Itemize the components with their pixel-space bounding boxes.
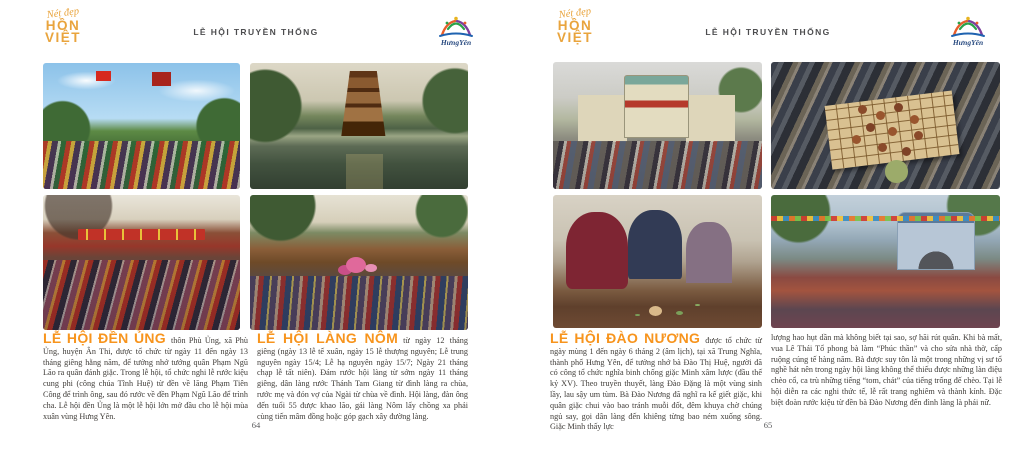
section-body-dao-nuong: được tổ chức từ ngày mùng 1 đến ngày 6 tháng 2 (âm lịch), tại xã Trung Nghĩa, thành phố Hưng Yên, để tưởng nhớ bà Đào Thị Huệ, người đã có công tổ chức nghĩa binh chống giặc Minh xâm lược (đầu thế kỷ XV). Theo truyền thuyết, làng Đào Đặng là một vùng sinh lầy, lau sậy um tùm. Bà Đào Nương đã nghĩ ra kế giết giặc, khi quân giặc chui vào bao tránh muỗi đốt, đêm khuya chờ chúng ngủ say, gọi dân làng đến khiêng từng bao ném xuống sông. Giặc Minh thấy lực xyxy=(550,336,762,432)
page-number-65: 65 xyxy=(763,420,773,430)
brand-tagline: Nét đẹp xyxy=(46,6,80,21)
column-dao-nuong xyxy=(550,330,762,433)
hung-yen-mark-icon xyxy=(948,15,988,39)
brand-word-hon: HỒN xyxy=(45,18,81,33)
photo-pagoda-pond xyxy=(250,63,468,189)
hung-yen-logo xyxy=(944,15,992,47)
photo-den-ung-flags xyxy=(43,63,240,189)
section-heading-dao-nuong: LỄ HỘI ĐÀO NƯƠNG xyxy=(550,330,701,346)
photo-giant-chess xyxy=(771,62,1000,189)
section-heading-den-ung: LỄ HỘI ĐỀN ỦNG xyxy=(43,330,166,346)
column-den-ung xyxy=(43,330,248,422)
brand-word-hon: HỒN xyxy=(557,18,593,33)
section-body-lang-nom: từ ngày 12 tháng giêng (ngày 13 lễ tế xuân, ngày 15 lễ thượng nguyên; Lễ trung nguyên ngày 15/4; Lễ hạ nguyên ngày 15/7; Ngày 21 tháng chạp lễ tất niên). Đám rước hội làng từ sớm ngày 11 tháng giêng, dân làng rước Thánh Tam Giang từ đình làng ra chùa, rước mẹ và đón vợ của Ngài từ chùa về đình. Hội làng, đàn ông đến tuổi 55 được khao lão, gái làng Nôm lấy chồng xa phải cùng tiến mâm đồng hoặc góp gạch xây đường làng. xyxy=(257,336,468,421)
running-header: LỄ HỘI TRUYỀN THỐNG xyxy=(705,27,831,37)
hung-yen-mark-icon xyxy=(436,15,476,39)
photo-betel-women xyxy=(553,195,762,328)
hung-yen-wordmark: HưngYên xyxy=(952,38,984,47)
page-65 xyxy=(512,0,1024,456)
running-header: LỄ HỘI TRUYỀN THỐNG xyxy=(193,27,319,37)
photo-palanquin-gate xyxy=(771,195,1000,328)
hung-yen-wordmark: HưngYên xyxy=(440,38,472,47)
brand-word-viet: VIỆT xyxy=(556,30,593,45)
section-body-dao-nuong-continued: lượng hao hụt dần mà không biết tại sao, sợ hãi rút quân. Khi bà mất, vua Lê Thái Tổ phong bà làm “Phúc thần” và cho sửa nhà thờ, cấp ruộng cúng tế hàng năm. Bà được suy tôn là một trong những vị sư tổ nghề hát nên trong ngày hội làng không thể thiếu được những làn điệu chèo cổ, ca trù những tiếng “tom, chát” của tiếng trống đế chèo. Tại lễ hội diễn ra các nghi thức tế, lễ rất trang nghiêm và thành kính. Đặc biệt đoàn rước kiệu từ đền bà Đào Nương đến đình làng là phái nữ. xyxy=(771,333,1002,407)
photo-ornate-gate xyxy=(553,62,762,189)
column-lang-nom xyxy=(257,330,468,422)
photo-lion-dance xyxy=(250,195,468,330)
brand-word-viet: VIỆT xyxy=(44,30,81,45)
page-number-64: 64 xyxy=(251,420,261,430)
hung-yen-logo xyxy=(432,15,480,47)
brand-tagline: Nét đẹp xyxy=(558,6,592,21)
section-body-den-ung: thôn Phù Ủng, xã Phù Ủng, huyện Ân Thi, được tổ chức từ ngày 11 đến ngày 13 tháng giêng hằng năm, để tưởng nhớ tướng quân Phạm Ngũ Lão ra quân đánh giặc. Trong lễ hội, tổ chức nghi lễ rước kiệu cung phi (công chúa Tĩnh Huệ) từ đền về lăng Phạm Tiên Công để trình ông, sau đó rước về đền Phạm Ngũ Lão để trình cha. Lễ hội đền Ủng là một lễ hội lớn mở đầu cho lễ hội mùa xuân vùng Hưng Yên. xyxy=(43,336,248,421)
section-heading-lang-nom: LỄ HỘI LÀNG NÔM xyxy=(257,330,399,346)
column-dao-nuong-continued xyxy=(771,333,1002,409)
photo-incense-crowd xyxy=(43,195,240,330)
